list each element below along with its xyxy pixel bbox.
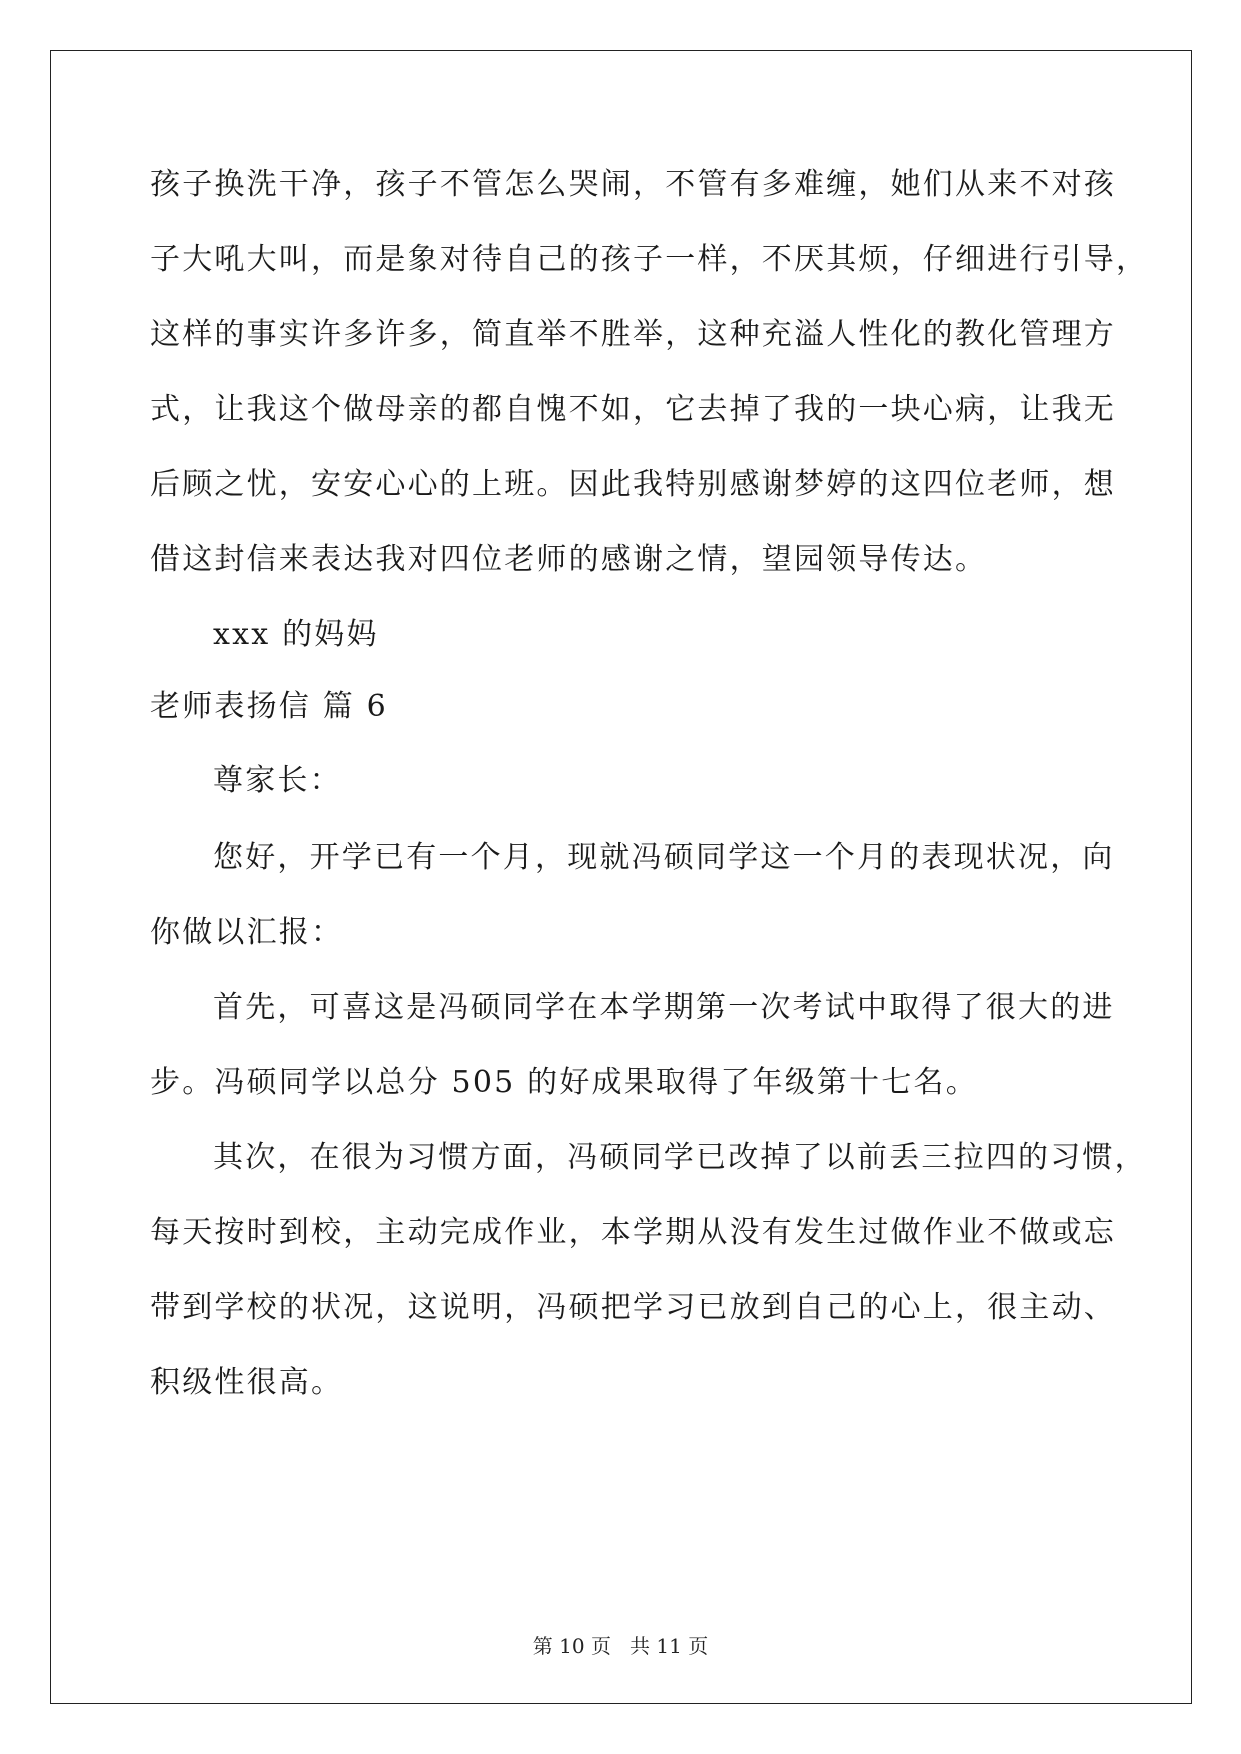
body-line: 孩子换洗干净，孩子不管怎么哭闹，不管有多难缠，她们从来不对孩: [150, 167, 1116, 202]
page-number: 第 10 页 共 11 页: [532, 1634, 709, 1658]
body-line: 子大吼大叫，而是象对待自己的孩子一样，不厌其烦，仔细进行引导，: [150, 242, 1149, 277]
section-heading: 老师表扬信 篇 6: [150, 689, 388, 724]
body-line: 您好，开学已有一个月，现就冯硕同学这一个月的表现状况，向: [213, 840, 1115, 875]
body-line: 积级性很高。: [150, 1365, 344, 1400]
body-line: 步。冯硕同学以总分 505 的好成果取得了年级第十七名。: [150, 1065, 978, 1100]
signature-line: xxx 的妈妈: [213, 617, 379, 652]
body-line: 式，让我这个做母亲的都自愧不如，它去掉了我的一块心病，让我无: [150, 392, 1116, 427]
body-line: 后顾之忧，安安心心的上班。因此我特别感谢梦婷的这四位老师，想: [150, 467, 1116, 502]
salutation: 尊家长：: [213, 763, 342, 798]
body-line: 带到学校的状况，这说明，冯硕把学习已放到自己的心上，很主动、: [150, 1290, 1116, 1325]
body-line: 首先，可喜这是冯硕同学在本学期第一次考试中取得了很大的进: [213, 990, 1115, 1025]
body-line: 你做以汇报：: [150, 915, 344, 950]
body-line: 这样的事实许多许多，简直举不胜举，这种充溢人性化的教化管理方: [150, 317, 1116, 352]
body-line: 借这封信来表达我对四位老师的感谢之情，望园领导传达。: [150, 542, 988, 577]
body-line: 每天按时到校，主动完成作业，本学期从没有发生过做作业不做或忘: [150, 1215, 1116, 1250]
body-line: 其次，在很为习惯方面，冯硕同学已改掉了以前丢三拉四的习惯，: [213, 1140, 1147, 1175]
